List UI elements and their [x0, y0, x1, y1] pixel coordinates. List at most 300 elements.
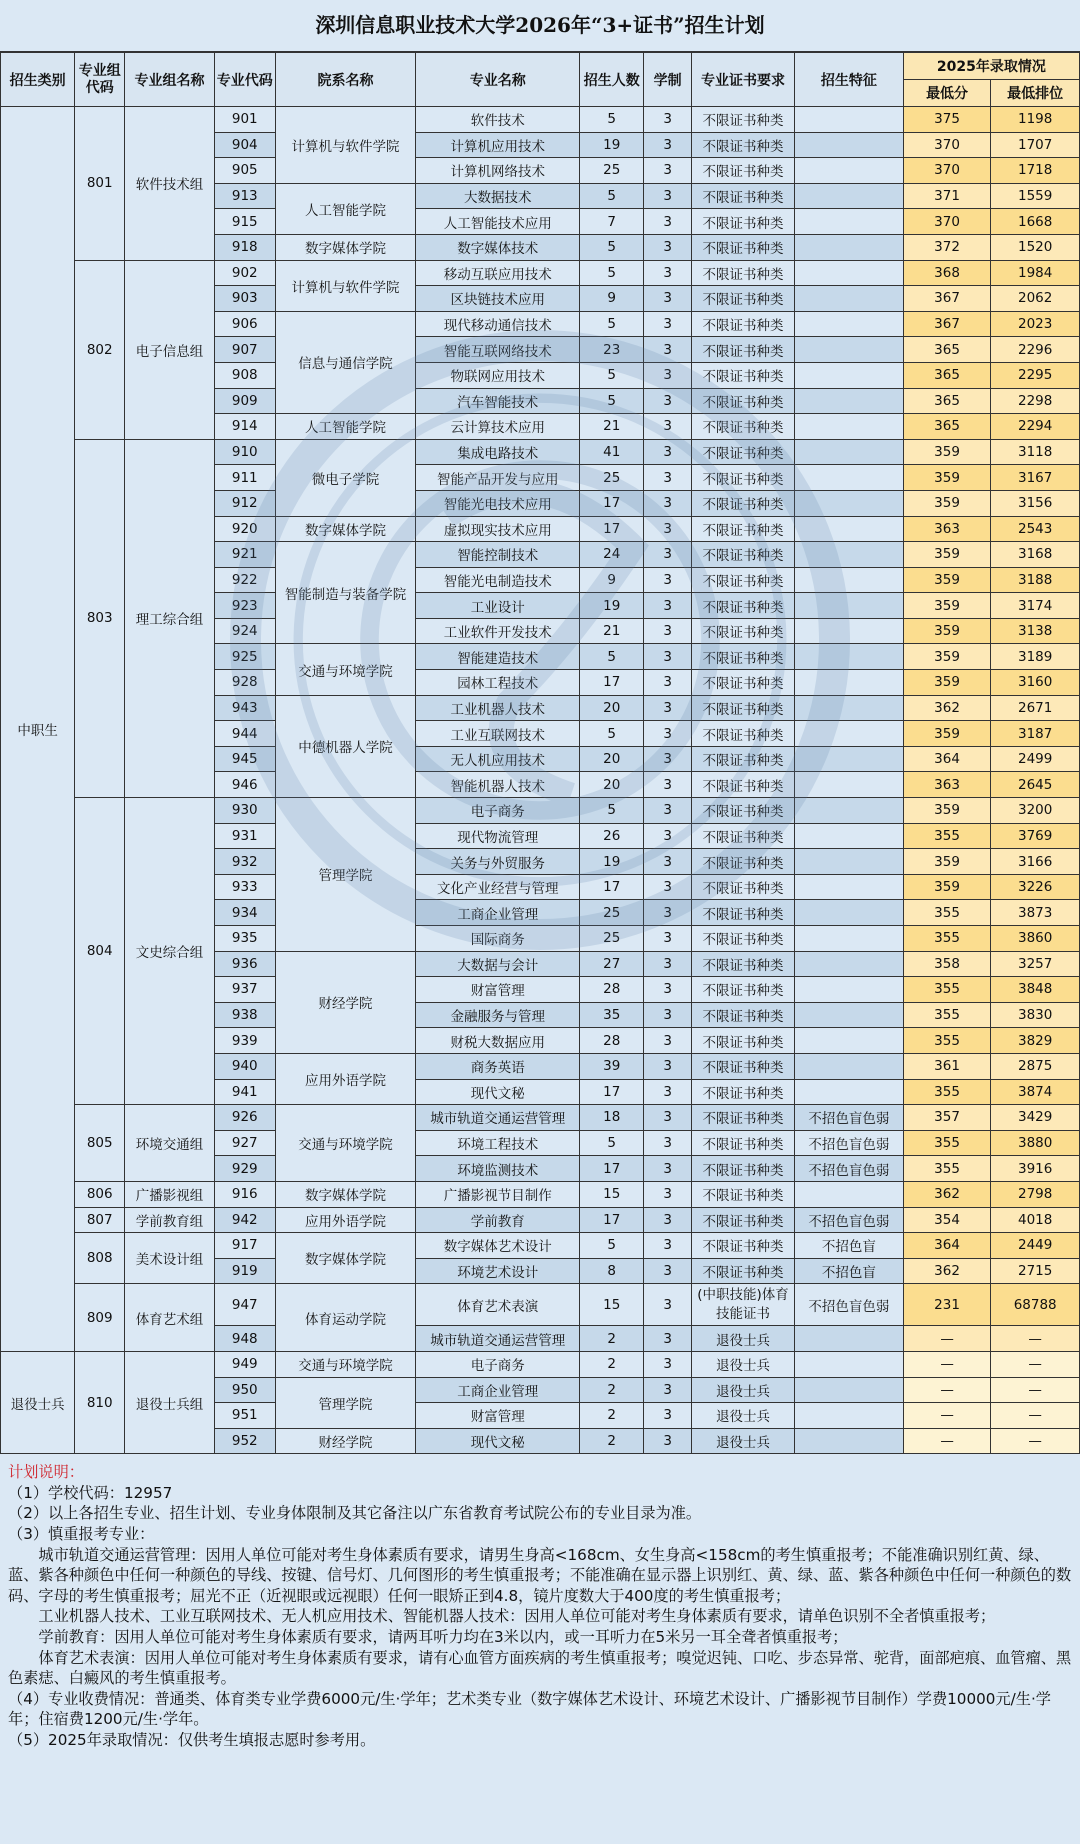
years-cell: 3	[644, 1428, 692, 1454]
years-cell: 3	[644, 209, 692, 235]
major-name-cell: 工商企业管理	[416, 1377, 580, 1403]
major-code-cell: 930	[214, 798, 275, 824]
min-rank-cell: 2023	[991, 311, 1080, 337]
feature-cell	[794, 465, 903, 491]
school-cell: 交通与环境学院	[275, 1351, 415, 1377]
years-cell: 3	[644, 311, 692, 337]
min-score-cell: 359	[903, 593, 991, 619]
feature-cell	[794, 542, 903, 568]
years-cell: 3	[644, 516, 692, 542]
header-min-score: 最低分	[903, 80, 991, 107]
school-cell: 中德机器人学院	[275, 695, 415, 797]
min-rank-cell: —	[991, 1377, 1080, 1403]
major-name-cell: 环境艺术设计	[416, 1258, 580, 1284]
min-score-cell: 365	[903, 337, 991, 363]
years-cell: 3	[644, 234, 692, 260]
min-rank-cell: 3138	[991, 618, 1080, 644]
years-cell: 3	[644, 132, 692, 158]
count-cell: 5	[580, 644, 644, 670]
major-name-cell: 无人机应用技术	[416, 746, 580, 772]
count-cell: 21	[580, 618, 644, 644]
years-cell: 3	[644, 260, 692, 286]
min-score-cell: 359	[903, 670, 991, 696]
major-code-cell: 932	[214, 849, 275, 875]
group-name-cell: 退役士兵组	[125, 1351, 215, 1453]
min-score-cell: 367	[903, 286, 991, 312]
feature-cell	[794, 1181, 903, 1207]
school-cell: 数字媒体学院	[275, 1181, 415, 1207]
major-name-cell: 现代物流管理	[416, 823, 580, 849]
cert-cell: 不限证书种类	[692, 695, 795, 721]
years-cell: 3	[644, 593, 692, 619]
cert-cell: 不限证书种类	[692, 183, 795, 209]
min-rank-cell: —	[991, 1326, 1080, 1352]
cert-cell: 不限证书种类	[692, 465, 795, 491]
major-name-cell: 智能光电制造技术	[416, 567, 580, 593]
feature-cell: 不招色盲色弱	[794, 1207, 903, 1233]
years-cell: 3	[644, 1233, 692, 1259]
feature-cell	[794, 746, 903, 772]
feature-cell	[794, 158, 903, 184]
min-rank-cell: 3188	[991, 567, 1080, 593]
years-cell: 3	[644, 337, 692, 363]
major-name-cell: 金融服务与管理	[416, 1002, 580, 1028]
min-score-cell: —	[903, 1403, 991, 1429]
feature-cell	[794, 567, 903, 593]
feature-cell	[794, 721, 903, 747]
years-cell: 3	[644, 900, 692, 926]
min-score-cell: 359	[903, 721, 991, 747]
cert-cell: 不限证书种类	[692, 158, 795, 184]
notes-section	[0, 1454, 1080, 1750]
feature-cell	[794, 1351, 903, 1377]
major-name-cell: 国际商务	[416, 926, 580, 952]
major-code-cell: 926	[214, 1105, 275, 1131]
min-score-cell: 372	[903, 234, 991, 260]
notes-fees: （4）专业收费情况：普通类、体育类专业学费6000元/生·学年；艺术类专业（数字媒体艺术设计、环境艺术设计、广播影视节目制作）学费10000元/生·学年；住宿费1200元/生·学年。	[8, 1689, 1051, 1729]
major-name-cell: 计算机应用技术	[416, 132, 580, 158]
cert-cell: 不限证书种类	[692, 337, 795, 363]
major-code-cell: 935	[214, 926, 275, 952]
min-rank-cell: 3167	[991, 465, 1080, 491]
group-code-cell: 810	[75, 1351, 125, 1453]
years-cell: 3	[644, 951, 692, 977]
major-code-cell: 902	[214, 260, 275, 286]
min-score-cell: 231	[903, 1284, 991, 1326]
table-row	[1, 1233, 1080, 1259]
major-name-cell: 智能机器人技术	[416, 772, 580, 798]
feature-cell	[794, 977, 903, 1003]
page-title: 深圳信息职业技术大学2026年“3+证书”招生计划	[0, 0, 1080, 52]
cert-cell: 不限证书种类	[692, 414, 795, 440]
feature-cell	[794, 286, 903, 312]
major-code-cell: 921	[214, 542, 275, 568]
major-code-cell: 952	[214, 1428, 275, 1454]
major-name-cell: 工商企业管理	[416, 900, 580, 926]
major-code-cell: 907	[214, 337, 275, 363]
school-cell: 数字媒体学院	[275, 234, 415, 260]
count-cell: 5	[580, 1130, 644, 1156]
feature-cell	[794, 388, 903, 414]
cert-cell: 不限证书种类	[692, 567, 795, 593]
years-cell: 3	[644, 1403, 692, 1429]
cert-cell: 不限证书种类	[692, 721, 795, 747]
major-name-cell: 智能控制技术	[416, 542, 580, 568]
group-name-cell: 学前教育组	[125, 1207, 215, 1233]
count-cell: 5	[580, 798, 644, 824]
cert-cell: 不限证书种类	[692, 1181, 795, 1207]
feature-cell	[794, 107, 903, 133]
feature-cell	[794, 823, 903, 849]
count-cell: 5	[580, 183, 644, 209]
major-code-cell: 904	[214, 132, 275, 158]
years-cell: 3	[644, 362, 692, 388]
major-name-cell: 集成电路技术	[416, 439, 580, 465]
notes-line: （3）慎重报考专业：	[8, 1525, 155, 1544]
feature-cell	[794, 618, 903, 644]
years-cell: 3	[644, 926, 692, 952]
cert-cell: 不限证书种类	[692, 107, 795, 133]
feature-cell	[794, 1377, 903, 1403]
cert-cell: 不限证书种类	[692, 1207, 795, 1233]
major-code-cell: 910	[214, 439, 275, 465]
years-cell: 3	[644, 1351, 692, 1377]
feature-cell	[794, 874, 903, 900]
min-rank-cell: 3226	[991, 874, 1080, 900]
major-name-cell: 智能光电技术应用	[416, 490, 580, 516]
min-score-cell: —	[903, 1351, 991, 1377]
feature-cell	[794, 1403, 903, 1429]
min-score-cell: 359	[903, 798, 991, 824]
group-code-cell: 801	[75, 107, 125, 261]
notes-line: （2）以上各招生专业、招生计划、专业身体限制及其它备注以广东省教育考试院公布的专业目录为准。	[8, 1504, 702, 1523]
major-name-cell: 移动互联应用技术	[416, 260, 580, 286]
min-score-cell: 361	[903, 1053, 991, 1079]
major-name-cell: 大数据与会计	[416, 951, 580, 977]
min-rank-cell: 2298	[991, 388, 1080, 414]
major-code-cell: 911	[214, 465, 275, 491]
min-score-cell: 355	[903, 977, 991, 1003]
major-name-cell: 云计算技术应用	[416, 414, 580, 440]
min-rank-cell: 2671	[991, 695, 1080, 721]
years-cell: 3	[644, 1377, 692, 1403]
major-name-cell: 关务与外贸服务	[416, 849, 580, 875]
cert-cell: 不限证书种类	[692, 849, 795, 875]
notes-line: （1）学校代码：12957	[8, 1483, 173, 1502]
years-cell: 3	[644, 542, 692, 568]
major-code-cell: 909	[214, 388, 275, 414]
min-score-cell: 375	[903, 107, 991, 133]
major-code-cell: 951	[214, 1403, 275, 1429]
years-cell: 3	[644, 286, 692, 312]
years-cell: 3	[644, 721, 692, 747]
min-score-cell: 359	[903, 490, 991, 516]
major-code-cell: 944	[214, 721, 275, 747]
major-name-cell: 软件技术	[416, 107, 580, 133]
feature-cell	[794, 337, 903, 363]
count-cell: 19	[580, 849, 644, 875]
cert-cell: 不限证书种类	[692, 516, 795, 542]
major-code-cell: 949	[214, 1351, 275, 1377]
min-score-cell: 371	[903, 183, 991, 209]
count-cell: 19	[580, 132, 644, 158]
feature-cell	[794, 132, 903, 158]
count-cell: 17	[580, 490, 644, 516]
major-name-cell: 工业机器人技术	[416, 695, 580, 721]
major-name-cell: 汽车智能技术	[416, 388, 580, 414]
min-score-cell: 370	[903, 158, 991, 184]
major-code-cell: 936	[214, 951, 275, 977]
min-rank-cell: 3880	[991, 1130, 1080, 1156]
major-code-cell: 903	[214, 286, 275, 312]
feature-cell	[794, 1326, 903, 1352]
min-score-cell: 357	[903, 1105, 991, 1131]
min-score-cell: 355	[903, 900, 991, 926]
major-name-cell: 智能互联网络技术	[416, 337, 580, 363]
school-cell: 计算机与软件学院	[275, 107, 415, 184]
major-name-cell: 工业软件开发技术	[416, 618, 580, 644]
years-cell: 3	[644, 618, 692, 644]
min-rank-cell: 3874	[991, 1079, 1080, 1105]
school-cell: 应用外语学院	[275, 1207, 415, 1233]
min-score-cell: 355	[903, 1002, 991, 1028]
major-name-cell: 体育艺术表演	[416, 1284, 580, 1326]
cert-cell: 退役士兵	[692, 1428, 795, 1454]
count-cell: 20	[580, 746, 644, 772]
years-cell: 3	[644, 158, 692, 184]
min-score-cell: 359	[903, 618, 991, 644]
feature-cell	[794, 900, 903, 926]
major-code-cell: 938	[214, 1002, 275, 1028]
major-code-cell: 918	[214, 234, 275, 260]
major-name-cell: 现代文秘	[416, 1428, 580, 1454]
major-name-cell: 现代文秘	[416, 1079, 580, 1105]
header-cert: 专业证书要求	[692, 53, 795, 107]
major-code-cell: 950	[214, 1377, 275, 1403]
major-name-cell: 电子商务	[416, 1351, 580, 1377]
cert-cell: 不限证书种类	[692, 439, 795, 465]
major-code-cell: 948	[214, 1326, 275, 1352]
school-cell: 智能制造与装备学院	[275, 542, 415, 644]
count-cell: 20	[580, 695, 644, 721]
years-cell: 3	[644, 670, 692, 696]
cert-cell: 不限证书种类	[692, 260, 795, 286]
min-rank-cell: 3829	[991, 1028, 1080, 1054]
major-name-cell: 计算机网络技术	[416, 158, 580, 184]
major-code-cell: 934	[214, 900, 275, 926]
group-code-cell: 804	[75, 798, 125, 1105]
group-name-cell: 电子信息组	[125, 260, 215, 439]
min-score-cell: 362	[903, 1258, 991, 1284]
min-rank-cell: 1984	[991, 260, 1080, 286]
min-rank-cell: 1520	[991, 234, 1080, 260]
admission-plan-table	[0, 52, 1080, 1454]
min-score-cell: 359	[903, 849, 991, 875]
min-rank-cell: 1559	[991, 183, 1080, 209]
count-cell: 5	[580, 721, 644, 747]
cert-cell: 不限证书种类	[692, 823, 795, 849]
feature-cell	[794, 1028, 903, 1054]
major-code-cell: 915	[214, 209, 275, 235]
table-row	[1, 1105, 1080, 1131]
header-school: 院系名称	[275, 53, 415, 107]
cert-cell: 不限证书种类	[692, 1105, 795, 1131]
years-cell: 3	[644, 439, 692, 465]
feature-cell	[794, 209, 903, 235]
min-score-cell: 365	[903, 388, 991, 414]
major-code-cell: 937	[214, 977, 275, 1003]
school-cell: 管理学院	[275, 798, 415, 952]
header-major: 专业名称	[416, 53, 580, 107]
min-rank-cell: 3830	[991, 1002, 1080, 1028]
cert-cell: 不限证书种类	[692, 951, 795, 977]
count-cell: 15	[580, 1181, 644, 1207]
major-code-cell: 941	[214, 1079, 275, 1105]
count-cell: 24	[580, 542, 644, 568]
major-code-cell: 927	[214, 1130, 275, 1156]
min-score-cell: 363	[903, 772, 991, 798]
header-count: 招生人数	[580, 53, 644, 107]
cert-cell: 不限证书种类	[692, 593, 795, 619]
cert-cell: 不限证书种类	[692, 977, 795, 1003]
count-cell: 25	[580, 900, 644, 926]
school-cell: 体育运动学院	[275, 1284, 415, 1352]
min-rank-cell: 3916	[991, 1156, 1080, 1182]
min-rank-cell: 2875	[991, 1053, 1080, 1079]
min-rank-cell: 3848	[991, 977, 1080, 1003]
min-score-cell: —	[903, 1428, 991, 1454]
major-code-cell: 942	[214, 1207, 275, 1233]
min-rank-cell: —	[991, 1351, 1080, 1377]
min-score-cell: 363	[903, 516, 991, 542]
count-cell: 17	[580, 670, 644, 696]
major-name-cell: 区块链技术应用	[416, 286, 580, 312]
header-feature: 招生特征	[794, 53, 903, 107]
years-cell: 3	[644, 1156, 692, 1182]
feature-cell	[794, 1053, 903, 1079]
min-rank-cell: 3189	[991, 644, 1080, 670]
feature-cell: 不招色盲色弱	[794, 1105, 903, 1131]
min-rank-cell: 3873	[991, 900, 1080, 926]
min-score-cell: —	[903, 1377, 991, 1403]
count-cell: 5	[580, 234, 644, 260]
feature-cell: 不招色盲色弱	[794, 1130, 903, 1156]
min-score-cell: 359	[903, 567, 991, 593]
count-cell: 17	[580, 516, 644, 542]
years-cell: 3	[644, 874, 692, 900]
years-cell: 3	[644, 1207, 692, 1233]
major-name-cell: 学前教育	[416, 1207, 580, 1233]
count-cell: 2	[580, 1428, 644, 1454]
min-rank-cell: 3187	[991, 721, 1080, 747]
major-code-cell: 901	[214, 107, 275, 133]
min-score-cell: 354	[903, 1207, 991, 1233]
count-cell: 15	[580, 1284, 644, 1326]
table-row	[1, 1351, 1080, 1377]
major-name-cell: 园林工程技术	[416, 670, 580, 696]
cert-cell: 不限证书种类	[692, 874, 795, 900]
feature-cell	[794, 414, 903, 440]
years-cell: 3	[644, 977, 692, 1003]
count-cell: 5	[580, 311, 644, 337]
notes-caution-sports: 体育艺术表演：因用人单位可能对考生身体素质有要求，请有心血管方面疾病的考生慎重报考；嗅觉迟钝、口吃、步态异常、驼背，面部疤痕、血管瘤、黑色素痣、白癜风的考生慎重报考。	[8, 1648, 1072, 1688]
group-code-cell: 806	[75, 1181, 125, 1207]
min-score-cell: 359	[903, 439, 991, 465]
min-score-cell: 355	[903, 926, 991, 952]
min-rank-cell: 2645	[991, 772, 1080, 798]
notes-reference: （5）2025年录取情况：仅供考生填报志愿时参考用。	[8, 1731, 376, 1749]
cert-cell: 不限证书种类	[692, 926, 795, 952]
count-cell: 25	[580, 465, 644, 491]
notes-heading: 计划说明：	[8, 1463, 84, 1482]
min-rank-cell: —	[991, 1428, 1080, 1454]
group-code-cell: 809	[75, 1284, 125, 1352]
feature-cell	[794, 439, 903, 465]
cert-cell: 不限证书种类	[692, 1002, 795, 1028]
table-row	[1, 1284, 1080, 1326]
min-score-cell: 364	[903, 746, 991, 772]
cert-cell: 不限证书种类	[692, 1028, 795, 1054]
feature-cell	[794, 1002, 903, 1028]
count-cell: 18	[580, 1105, 644, 1131]
school-cell: 数字媒体学院	[275, 1233, 415, 1284]
cert-cell: 不限证书种类	[692, 1053, 795, 1079]
table-body	[1, 107, 1080, 1454]
cert-cell: 不限证书种类	[692, 286, 795, 312]
cert-cell: 不限证书种类	[692, 618, 795, 644]
count-cell: 17	[580, 874, 644, 900]
table-row	[1, 260, 1080, 286]
years-cell: 3	[644, 414, 692, 440]
feature-cell	[794, 1428, 903, 1454]
years-cell: 3	[644, 644, 692, 670]
feature-cell	[794, 362, 903, 388]
cert-cell: 退役士兵	[692, 1351, 795, 1377]
group-code-cell: 802	[75, 260, 125, 439]
min-rank-cell: 1198	[991, 107, 1080, 133]
min-rank-cell: 3168	[991, 542, 1080, 568]
min-score-cell: 359	[903, 465, 991, 491]
feature-cell	[794, 772, 903, 798]
school-cell: 应用外语学院	[275, 1053, 415, 1104]
major-name-cell: 环境监测技术	[416, 1156, 580, 1182]
major-name-cell: 商务英语	[416, 1053, 580, 1079]
min-score-cell: 368	[903, 260, 991, 286]
major-code-cell: 917	[214, 1233, 275, 1259]
major-code-cell: 945	[214, 746, 275, 772]
min-rank-cell: 2296	[991, 337, 1080, 363]
major-name-cell: 财富管理	[416, 977, 580, 1003]
min-score-cell: 355	[903, 1028, 991, 1054]
cert-cell: 不限证书种类	[692, 772, 795, 798]
major-code-cell: 913	[214, 183, 275, 209]
feature-cell	[794, 311, 903, 337]
feature-cell	[794, 260, 903, 286]
group-code-cell: 808	[75, 1233, 125, 1284]
feature-cell	[794, 798, 903, 824]
major-code-cell: 925	[214, 644, 275, 670]
major-name-cell: 数字媒体技术	[416, 234, 580, 260]
cert-cell: 退役士兵	[692, 1403, 795, 1429]
min-rank-cell: 3860	[991, 926, 1080, 952]
count-cell: 35	[580, 1002, 644, 1028]
school-cell: 微电子学院	[275, 439, 415, 516]
major-code-cell: 912	[214, 490, 275, 516]
major-name-cell: 智能产品开发与应用	[416, 465, 580, 491]
min-rank-cell: 2295	[991, 362, 1080, 388]
min-score-cell: 355	[903, 823, 991, 849]
group-name-cell: 理工综合组	[125, 439, 215, 797]
